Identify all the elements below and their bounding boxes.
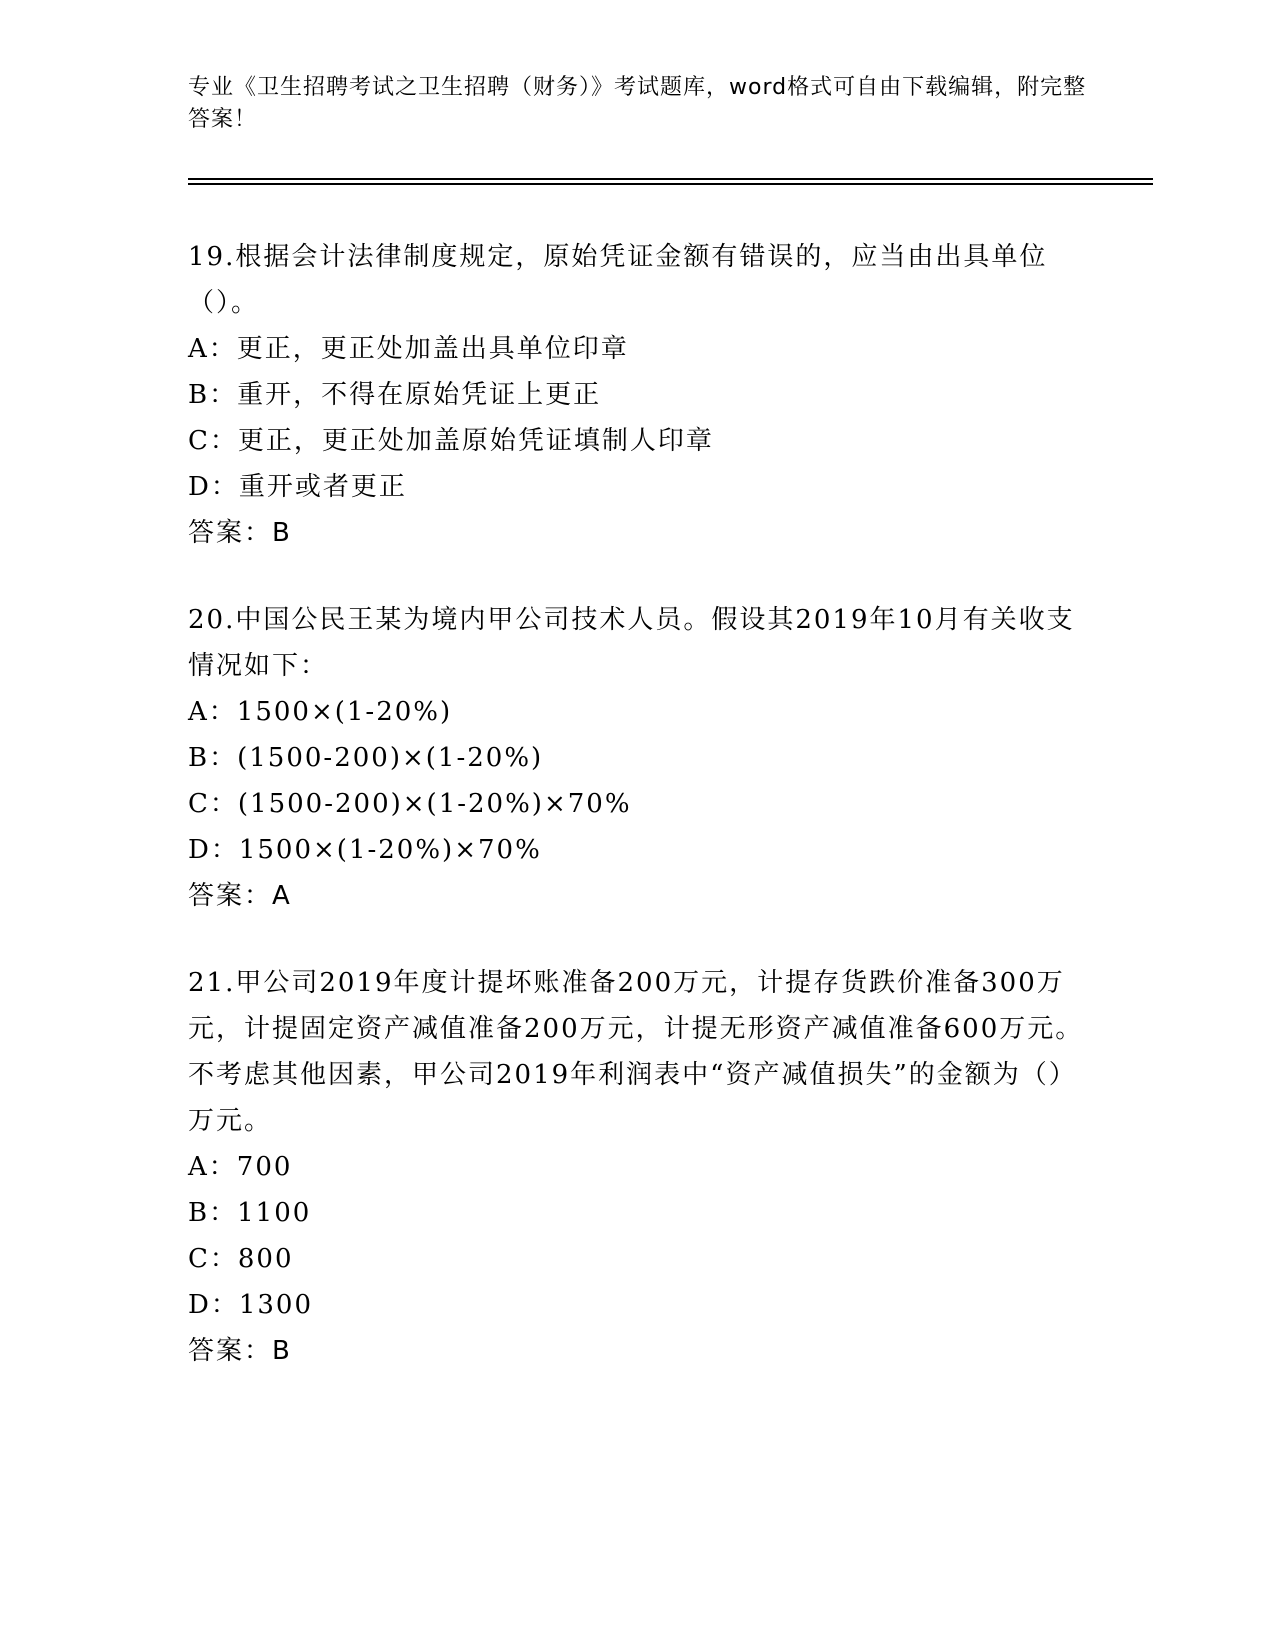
option-d: D：重开或者更正 (188, 472, 407, 502)
answer-label: 答案：A (188, 881, 292, 911)
question-21 (188, 960, 1088, 1374)
option-a: A：700 (188, 1152, 293, 1182)
option-c: C：更正，更正处加盖原始凭证填制人印章 (188, 426, 714, 456)
header-divider-top (188, 178, 1153, 180)
option-c: C：(1500-200)×(1-20%)×70% (188, 789, 632, 819)
question-19 (188, 234, 1088, 556)
question-20 (188, 597, 1088, 919)
question-stem: 21.甲公司2019年度计提坏账准备200万元，计提存货跌价准备300万元，计提固定资产减值准备200万元，计提无形资产减值准备600万元。不考虑其他因素，甲公司2019年利润表中“资产减值损失”的金额为（）万元。 (188, 968, 1084, 1136)
answer-label: 答案：B (188, 518, 292, 548)
option-a: A：1500×(1-20%) (188, 697, 453, 727)
option-d: D：1500×(1-20%)×70% (188, 835, 542, 865)
option-b: B：重开，不得在原始凭证上更正 (188, 380, 602, 410)
document-header: 专业《卫生招聘考试之卫生招聘（财务）》考试题库，word格式可自由下载编辑，附完整答案！ (188, 75, 1087, 132)
question-stem: 20.中国公民王某为境内甲公司技术人员。假设其2019年10月有关收支情况如下： (188, 605, 1075, 681)
header-divider-bottom (188, 183, 1153, 185)
option-b: B：(1500-200)×(1-20%) (188, 743, 544, 773)
option-c: C：800 (188, 1244, 294, 1274)
option-d: D：1300 (188, 1290, 314, 1320)
option-b: B：1100 (188, 1198, 312, 1228)
option-a: A：更正，更正处加盖出具单位印章 (188, 334, 629, 364)
question-stem: 19.根据会计法律制度规定，原始凭证金额有错误的，应当由出具单位（）。 (188, 242, 1048, 318)
answer-label: 答案：B (188, 1336, 292, 1366)
